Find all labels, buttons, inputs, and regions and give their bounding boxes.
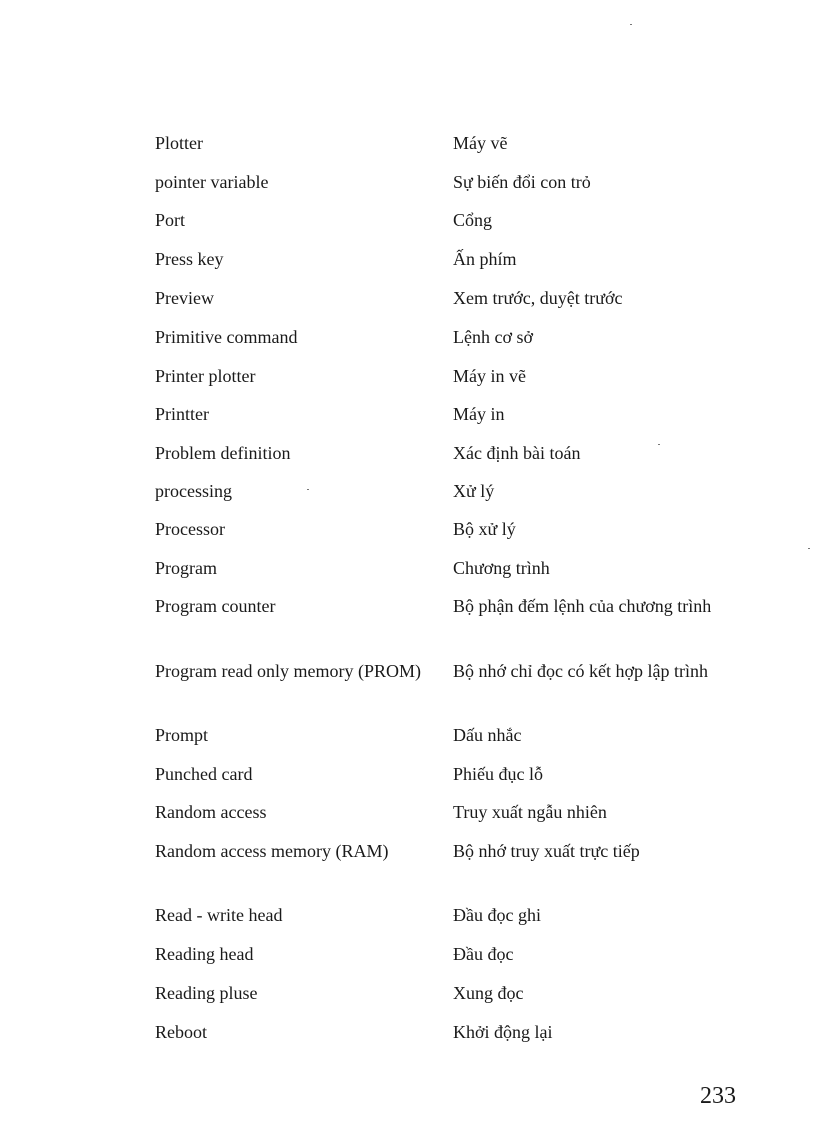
glossary-entry <box>155 1019 735 1058</box>
entry-definition: Bộ xử lý <box>453 519 516 539</box>
glossary-entry <box>155 516 735 555</box>
entry-definition: Khởi động lại <box>453 1022 553 1042</box>
entry-definition: Bộ phận đếm lệnh của chương trình <box>453 596 712 616</box>
entry-definition: Xác định bài toán <box>453 443 581 463</box>
scan-speck <box>630 24 632 25</box>
glossary-entry <box>155 169 735 207</box>
scan-speck <box>307 489 309 490</box>
entry-term: Press key <box>155 249 224 269</box>
glossary-entry <box>155 285 735 324</box>
entry-term: Processor <box>155 519 225 539</box>
entry-definition: Máy in <box>453 404 505 424</box>
glossary-entry <box>155 401 735 440</box>
glossary-entry <box>155 838 735 902</box>
glossary-entry <box>155 440 735 478</box>
page-number: 233 <box>700 1083 736 1109</box>
glossary-entry <box>155 324 735 363</box>
entry-definition: Đầu đọc ghi <box>453 905 541 925</box>
entry-term: Printter <box>155 404 209 424</box>
entry-term: Prompt <box>155 725 209 745</box>
glossary-entry <box>155 799 735 838</box>
glossary-entry <box>155 658 735 722</box>
entry-term: Random access memory (RAM) <box>155 841 389 861</box>
entry-term: Printer plotter <box>155 366 256 386</box>
entry-term: Random access <box>155 802 267 822</box>
entry-term: Reading head <box>155 944 254 964</box>
entry-definition: Bộ nhớ chỉ đọc có kết hợp lập trình <box>453 661 708 681</box>
entry-term: pointer variable <box>155 172 269 192</box>
entry-definition: Bộ nhớ truy xuất trực tiếp <box>453 841 640 861</box>
glossary-entry <box>155 246 735 285</box>
entry-definition: Xung đọc <box>453 983 524 1003</box>
glossary-entry <box>155 207 735 246</box>
entry-term: processing <box>155 481 232 501</box>
scan-speck <box>808 548 810 549</box>
entry-definition: Sự biến đổi con trỏ <box>453 172 591 192</box>
entry-term: Preview <box>155 288 214 308</box>
entry-definition: Máy vẽ <box>453 133 508 153</box>
entry-definition: Đầu đọc <box>453 944 514 964</box>
entry-term: Program <box>155 558 217 578</box>
entry-term: Program read only memory (PROM) <box>155 661 421 681</box>
entry-definition: Dấu nhắc <box>453 725 522 745</box>
glossary-entry <box>155 761 735 799</box>
glossary-entry <box>155 941 735 980</box>
entry-definition: Cổng <box>453 210 493 230</box>
entry-term: Read - write head <box>155 905 283 925</box>
glossary-entry <box>155 593 735 658</box>
entry-term: Port <box>155 210 186 230</box>
entry-term: Program counter <box>155 596 276 616</box>
scan-speck <box>658 444 660 445</box>
entry-definition: Ấn phím <box>453 249 517 269</box>
glossary-entry <box>155 902 735 941</box>
entry-definition: Xử lý <box>453 481 495 501</box>
entry-term: Reboot <box>155 1022 207 1042</box>
entry-term: Problem definition <box>155 443 291 463</box>
entry-term: Reading pluse <box>155 983 258 1003</box>
entry-definition: Truy xuất ngẫu nhiên <box>453 802 607 822</box>
entry-definition: Xem trước, duyệt trước <box>453 288 623 308</box>
entry-term: Plotter <box>155 133 203 153</box>
glossary-entry <box>155 478 735 516</box>
entry-definition: Phiếu đục lỗ <box>453 764 543 784</box>
glossary-entry <box>155 980 735 1019</box>
glossary-entry <box>155 555 735 593</box>
entry-definition: Chương trình <box>453 558 550 578</box>
entry-definition: Máy in vẽ <box>453 366 526 386</box>
glossary-entry <box>155 130 735 169</box>
glossary-entry <box>155 363 735 401</box>
glossary-list <box>155 130 735 1058</box>
entry-definition: Lệnh cơ sở <box>453 327 534 347</box>
entry-term: Punched card <box>155 764 253 784</box>
glossary-entry <box>155 722 735 761</box>
entry-term: Primitive command <box>155 327 298 347</box>
